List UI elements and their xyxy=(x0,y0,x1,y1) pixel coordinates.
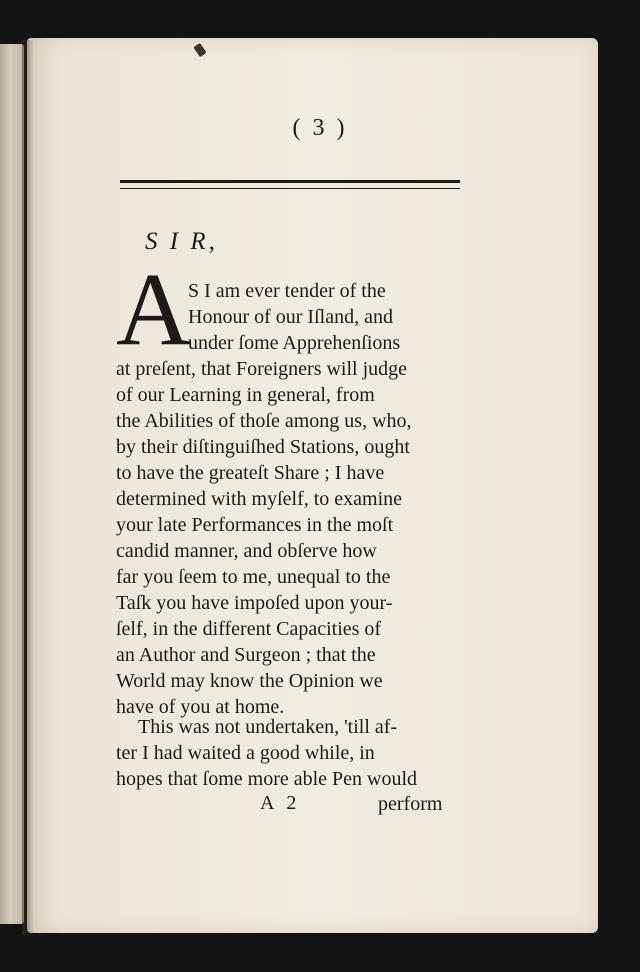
catchword: perform xyxy=(378,793,443,815)
text-line: at preſent, that Foreigners will judge xyxy=(116,358,408,380)
text-line: ſelf, in the different Capacities of xyxy=(116,618,382,640)
text-line: Honour of our Iſland, and xyxy=(188,306,393,328)
text-line: candid manner, and obſerve how xyxy=(116,540,377,562)
text-line: of our Learning in general, from xyxy=(116,384,375,406)
text-line: This was not undertaken, 'till af- xyxy=(138,716,398,738)
text-line: far you ſeem to me, unequal to the xyxy=(116,566,391,588)
text-line: by their diſtinguiſhed Stations, ought xyxy=(116,436,410,458)
salutation: S I R, xyxy=(145,228,218,255)
text-line: have of you at home. xyxy=(116,696,285,718)
header-rule-thin xyxy=(120,188,460,189)
drop-cap: A xyxy=(116,252,192,367)
signature-mark: A 2 xyxy=(260,792,301,814)
page-number: ( 3 ) xyxy=(292,115,348,141)
text-line: the Abilities of thoſe among us, who, xyxy=(116,410,412,432)
spine-shadow xyxy=(22,40,34,935)
text-line: to have the greateſt Share ; I have xyxy=(116,462,385,484)
text-line: hopes that ſome more able Pen would xyxy=(116,768,418,790)
text-line: your late Performances in the moſt xyxy=(116,514,394,536)
text-line: an Author and Surgeon ; that the xyxy=(116,644,376,666)
previous-page-edge xyxy=(0,44,24,924)
text-line: Taſk you have impoſed upon your- xyxy=(116,592,393,614)
text-line: under ſome Apprehenſions xyxy=(188,332,401,354)
text-line: S I am ever tender of the xyxy=(188,280,386,302)
text-line: determined with myſelf, to examine xyxy=(116,488,403,510)
text-line: World may know the Opinion we xyxy=(116,670,383,692)
text-line: ter I had waited a good while, in xyxy=(116,742,375,764)
header-rule-thick xyxy=(120,180,460,183)
